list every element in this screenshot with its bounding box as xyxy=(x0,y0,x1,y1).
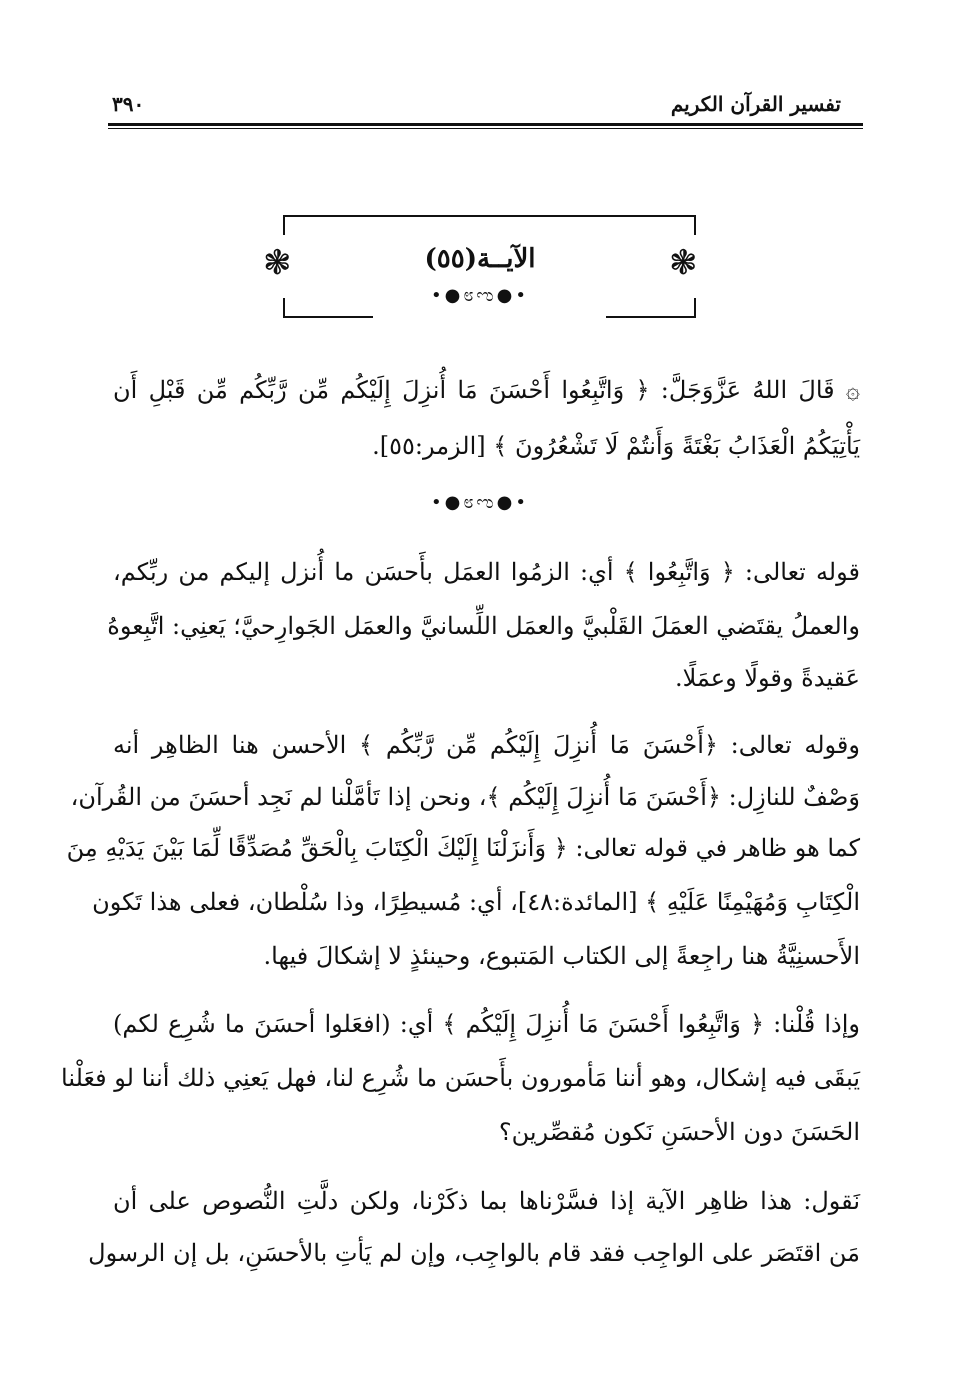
paragraph-line: عَقيدةً وقولًا وعمَلًا. xyxy=(674,664,860,692)
paragraph-line: يَبقَى فيه إشكال، وهو أننا مَأمورون بأَحسَن ما شُرِع لنا، فهل يَعنِي ذلك أننا لو فعَلْنا xyxy=(61,1064,860,1092)
paragraph-line: والعملُ يقتَضي العمَلَ القَلْبيَّ والعمَل اللِّسانيَّ والعمَل الجَوارِحيَّ؛ يَعنِي: اتَّبِعوهُ xyxy=(107,612,860,640)
verse-line: ۞ قَالَ اللهُ عَزَّوَجَلَّ: ﴿ وَاتَّبِعُوا أَحْسَنَ مَا أُنزِلَ إِلَيْكُم مِّن رَّبِّكُم مِّن قَبْلِ أَن xyxy=(113,376,860,404)
book-title: تفسير القرآن الكريم xyxy=(670,92,841,116)
header-rule xyxy=(108,123,863,126)
paragraph-line: وإذا قُلْنا: ﴿ وَاتَّبِعُوا أَحْسَنَ مَا أُنزِلَ إِلَيْكُم ﴾ أي: (افعَلوا أحسَنَ ما شُرِع لكم) xyxy=(113,1010,860,1038)
paragraph-line: وقوله تعالى: ﴿أَحْسَنَ مَا أُنزِلَ إِلَيْكُم مِّن رَّبِّكُم ﴾ الأحسن هنا الظاهِر أنه xyxy=(113,731,860,759)
paragraph-line: مَن اقتَصَر على الواجِب فقد قام بالواجِب، وإن لم يَأتِ بالأحسَنِ، بل إن الرسول xyxy=(88,1239,860,1267)
paragraph-line: وَصْفٌ للنازِل: ﴿أَحْسَنَ مَا أُنزِلَ إِلَيْكُم ﴾، ونحن إذا تَأمَّلْنا لم نَجِد أحسَنَ من القُرآن، xyxy=(70,783,860,811)
paragraph-line: نَقول: هذا ظاهِر الآية إذا فسَّرْناها بما ذكَرْنا، ولكن دلَّتِ النُّصوص على أن xyxy=(113,1187,860,1215)
paragraph-line: الحَسَنَ دون الأحسَنِ نَكون مُقصِّرين؟ xyxy=(498,1118,860,1146)
paragraph-line: كما هو ظاهر في قوله تعالى: ﴿ وَأَنزَلْنَا إِلَيْكَ الْكِتَابَ بِالْحَقِّ مُصَدِّقًا لِّمَا بَيْنَ يَدَيْهِ مِنَ xyxy=(66,834,860,862)
divider-ornament: •●೮ಌ●• xyxy=(431,492,529,513)
page-number: ٣٩٠ xyxy=(112,92,145,116)
paragraph-line: الْكِتَابِ وَمُهَيْمِنًا عَلَيْهِ ﴾ [المائدة:٤٨]، أي: مُسيطِرًا، وذا سُلْطان، فعلى هذا تَكون xyxy=(92,888,860,916)
header-rule-thin xyxy=(108,128,863,129)
knot-ornament-icon: ❃ xyxy=(669,243,698,283)
paragraph-line: الأَحسنِيَّةُ هنا راجِعةً إلى الكتاب المَتبوع، وحينئذٍ لا إشكالَ فيها. xyxy=(263,942,860,970)
section-title: الآيــة(٥٥) xyxy=(424,244,536,274)
title-ornament: •●೮ಌ●• xyxy=(431,285,529,306)
knot-ornament-icon: ❃ xyxy=(263,243,292,283)
verse-line: يَأْتِيَكُمُ الْعَذَابُ بَغْتَةً وَأَنتُمْ لَا تَشْعُرُونَ ﴾ [الزمر:٥٥]. xyxy=(372,432,860,460)
paragraph-line: قوله تعالى: ﴿ وَاتَّبِعُوا ﴾ أي: الزمُوا العمَل بأَحسَن ما أُنزل إليكم من ربِّكم، xyxy=(113,558,860,586)
